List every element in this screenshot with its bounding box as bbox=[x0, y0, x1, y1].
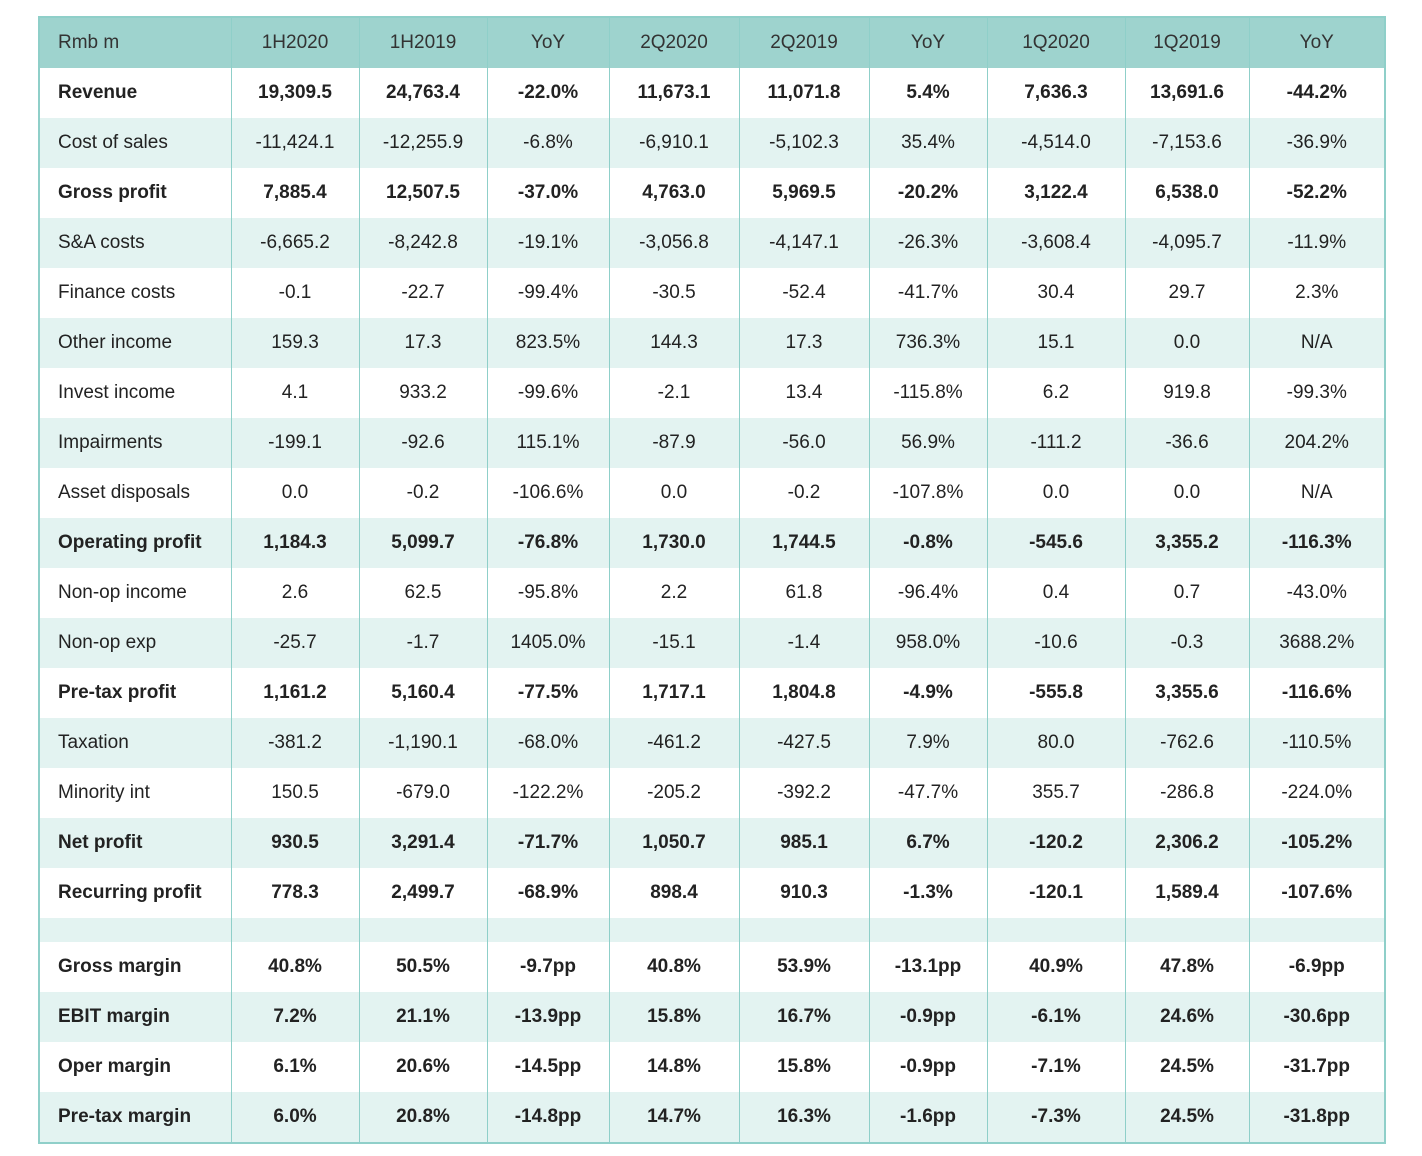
table-cell: 15.8% bbox=[739, 1042, 869, 1092]
table-cell: 5,099.7 bbox=[359, 518, 487, 568]
table-cell: 159.3 bbox=[231, 318, 359, 368]
row-label: Revenue bbox=[39, 68, 231, 118]
table-cell: 14.7% bbox=[609, 1092, 739, 1143]
table-cell: 13.4 bbox=[739, 368, 869, 418]
table-cell: 15.8% bbox=[609, 992, 739, 1042]
table-cell: 2.3% bbox=[1249, 268, 1385, 318]
table-row bbox=[39, 868, 1385, 918]
table-cell: 0.0 bbox=[987, 468, 1125, 518]
table-cell: 7,636.3 bbox=[987, 68, 1125, 118]
row-label: Invest income bbox=[39, 368, 231, 418]
header-2q2020: 2Q2020 bbox=[609, 17, 739, 68]
table-cell: 0.4 bbox=[987, 568, 1125, 618]
table-cell: -10.6 bbox=[987, 618, 1125, 668]
table-cell bbox=[869, 918, 987, 942]
table-cell: -427.5 bbox=[739, 718, 869, 768]
table-cell: -115.8% bbox=[869, 368, 987, 418]
table-row bbox=[39, 68, 1385, 118]
table-cell: 7.2% bbox=[231, 992, 359, 1042]
row-label: Asset disposals bbox=[39, 468, 231, 518]
table-cell: -3,608.4 bbox=[987, 218, 1125, 268]
table-cell: 115.1% bbox=[487, 418, 609, 468]
table-cell: -68.0% bbox=[487, 718, 609, 768]
table-cell: -30.5 bbox=[609, 268, 739, 318]
table-cell: 6,538.0 bbox=[1125, 168, 1249, 218]
table-cell: -36.6 bbox=[1125, 418, 1249, 468]
table-cell: 823.5% bbox=[487, 318, 609, 368]
table-cell: 985.1 bbox=[739, 818, 869, 868]
row-label: Recurring profit bbox=[39, 868, 231, 918]
row-label: Cost of sales bbox=[39, 118, 231, 168]
table-cell: 930.5 bbox=[231, 818, 359, 868]
table-cell: 13,691.6 bbox=[1125, 68, 1249, 118]
table-cell: 11,673.1 bbox=[609, 68, 739, 118]
table-cell: 56.9% bbox=[869, 418, 987, 468]
table-cell: 355.7 bbox=[987, 768, 1125, 818]
table-cell: 80.0 bbox=[987, 718, 1125, 768]
table-cell: 6.1% bbox=[231, 1042, 359, 1092]
table-cell: -20.2% bbox=[869, 168, 987, 218]
table-cell: 2.2 bbox=[609, 568, 739, 618]
table-cell: 1,730.0 bbox=[609, 518, 739, 568]
table-cell: -555.8 bbox=[987, 668, 1125, 718]
header-1q2020: 1Q2020 bbox=[987, 17, 1125, 68]
table-cell: 1,184.3 bbox=[231, 518, 359, 568]
table-cell: -12,255.9 bbox=[359, 118, 487, 168]
table-cell: 21.1% bbox=[359, 992, 487, 1042]
table-cell: -0.8% bbox=[869, 518, 987, 568]
table-cell: -0.9pp bbox=[869, 1042, 987, 1092]
table-cell: 40.8% bbox=[231, 942, 359, 992]
table-cell: -77.5% bbox=[487, 668, 609, 718]
table-cell: 3688.2% bbox=[1249, 618, 1385, 668]
table-cell: 0.0 bbox=[1125, 318, 1249, 368]
table-cell: 1,717.1 bbox=[609, 668, 739, 718]
table-cell: 204.2% bbox=[1249, 418, 1385, 468]
table-cell: -52.2% bbox=[1249, 168, 1385, 218]
table-cell: 61.8 bbox=[739, 568, 869, 618]
table-cell: 3,291.4 bbox=[359, 818, 487, 868]
spacer-row bbox=[39, 918, 1385, 942]
table-row bbox=[39, 718, 1385, 768]
table-cell: -120.1 bbox=[987, 868, 1125, 918]
row-label: Gross margin bbox=[39, 942, 231, 992]
table-cell: -4,095.7 bbox=[1125, 218, 1249, 268]
table-row bbox=[39, 1042, 1385, 1092]
table-cell: 3,355.6 bbox=[1125, 668, 1249, 718]
table-cell: 24.6% bbox=[1125, 992, 1249, 1042]
table-cell: 144.3 bbox=[609, 318, 739, 368]
table-row bbox=[39, 992, 1385, 1042]
row-label: Non-op exp bbox=[39, 618, 231, 668]
table-cell: 933.2 bbox=[359, 368, 487, 418]
row-label bbox=[39, 918, 231, 942]
table-body bbox=[39, 68, 1385, 1143]
table-row bbox=[39, 168, 1385, 218]
table-row bbox=[39, 518, 1385, 568]
table-cell: 20.8% bbox=[359, 1092, 487, 1143]
table-cell: 16.3% bbox=[739, 1092, 869, 1143]
table-row bbox=[39, 942, 1385, 992]
table-row bbox=[39, 368, 1385, 418]
table-cell: -11.9% bbox=[1249, 218, 1385, 268]
table-row bbox=[39, 468, 1385, 518]
table-cell: -122.2% bbox=[487, 768, 609, 818]
table-cell bbox=[609, 918, 739, 942]
table-cell: 1,744.5 bbox=[739, 518, 869, 568]
table-cell: 14.8% bbox=[609, 1042, 739, 1092]
table-cell: -381.2 bbox=[231, 718, 359, 768]
table-cell: -26.3% bbox=[869, 218, 987, 268]
table-cell: 53.9% bbox=[739, 942, 869, 992]
table-cell: -87.9 bbox=[609, 418, 739, 468]
table-cell: 150.5 bbox=[231, 768, 359, 818]
table-cell: -106.6% bbox=[487, 468, 609, 518]
table-cell: -43.0% bbox=[1249, 568, 1385, 618]
table-cell: -4.9% bbox=[869, 668, 987, 718]
table-cell: 6.2 bbox=[987, 368, 1125, 418]
table-cell: -37.0% bbox=[487, 168, 609, 218]
table-cell: -7,153.6 bbox=[1125, 118, 1249, 168]
row-label: S&A costs bbox=[39, 218, 231, 268]
table-cell: 40.9% bbox=[987, 942, 1125, 992]
table-cell: -205.2 bbox=[609, 768, 739, 818]
table-cell: -11,424.1 bbox=[231, 118, 359, 168]
row-label: Other income bbox=[39, 318, 231, 368]
table-row bbox=[39, 268, 1385, 318]
row-label: Net profit bbox=[39, 818, 231, 868]
table-cell: -25.7 bbox=[231, 618, 359, 668]
table-cell: -8,242.8 bbox=[359, 218, 487, 268]
table-cell bbox=[487, 918, 609, 942]
table-cell: 0.0 bbox=[609, 468, 739, 518]
financial-table-container bbox=[38, 16, 1384, 1144]
table-cell: 4.1 bbox=[231, 368, 359, 418]
table-cell: -15.1 bbox=[609, 618, 739, 668]
table-cell: 50.5% bbox=[359, 942, 487, 992]
table-row bbox=[39, 1092, 1385, 1143]
table-cell: -762.6 bbox=[1125, 718, 1249, 768]
table-cell: 24.5% bbox=[1125, 1042, 1249, 1092]
table-cell: -392.2 bbox=[739, 768, 869, 818]
row-label: Oper margin bbox=[39, 1042, 231, 1092]
table-row bbox=[39, 318, 1385, 368]
table-cell: -0.2 bbox=[739, 468, 869, 518]
table-cell: -111.2 bbox=[987, 418, 1125, 468]
table-cell: -107.8% bbox=[869, 468, 987, 518]
table-cell: 12,507.5 bbox=[359, 168, 487, 218]
row-label: Finance costs bbox=[39, 268, 231, 318]
table-cell bbox=[987, 918, 1125, 942]
table-cell: -4,147.1 bbox=[739, 218, 869, 268]
table-cell: 3,355.2 bbox=[1125, 518, 1249, 568]
table-cell: 17.3 bbox=[359, 318, 487, 368]
table-cell: -14.5pp bbox=[487, 1042, 609, 1092]
table-cell: -13.1pp bbox=[869, 942, 987, 992]
table-cell: 1,161.2 bbox=[231, 668, 359, 718]
table-row bbox=[39, 568, 1385, 618]
row-label: Minority int bbox=[39, 768, 231, 818]
table-cell: -99.4% bbox=[487, 268, 609, 318]
table-cell: -545.6 bbox=[987, 518, 1125, 568]
table-cell: -6.9pp bbox=[1249, 942, 1385, 992]
table-cell: -56.0 bbox=[739, 418, 869, 468]
row-label: Pre-tax profit bbox=[39, 668, 231, 718]
table-cell: 15.1 bbox=[987, 318, 1125, 368]
header-1h2020: 1H2020 bbox=[231, 17, 359, 68]
row-label: Impairments bbox=[39, 418, 231, 468]
table-cell: 3,122.4 bbox=[987, 168, 1125, 218]
table-cell: 17.3 bbox=[739, 318, 869, 368]
table-cell: -30.6pp bbox=[1249, 992, 1385, 1042]
table-cell: -36.9% bbox=[1249, 118, 1385, 168]
table-cell: 910.3 bbox=[739, 868, 869, 918]
table-cell: -99.6% bbox=[487, 368, 609, 418]
table-cell: 958.0% bbox=[869, 618, 987, 668]
table-cell: 919.8 bbox=[1125, 368, 1249, 418]
table-cell: -31.8pp bbox=[1249, 1092, 1385, 1143]
header-row bbox=[39, 17, 1385, 68]
table-cell: -7.3% bbox=[987, 1092, 1125, 1143]
table-cell: 0.0 bbox=[231, 468, 359, 518]
row-label: Gross profit bbox=[39, 168, 231, 218]
table-cell: -68.9% bbox=[487, 868, 609, 918]
table-cell: -76.8% bbox=[487, 518, 609, 568]
header-2q2019: 2Q2019 bbox=[739, 17, 869, 68]
row-label: EBIT margin bbox=[39, 992, 231, 1042]
header-1q2019: 1Q2019 bbox=[1125, 17, 1249, 68]
table-cell: -3,056.8 bbox=[609, 218, 739, 268]
table-row bbox=[39, 418, 1385, 468]
table-cell: -31.7pp bbox=[1249, 1042, 1385, 1092]
table-cell: -52.4 bbox=[739, 268, 869, 318]
table-cell: -99.3% bbox=[1249, 368, 1385, 418]
table-row bbox=[39, 118, 1385, 168]
table-cell: -1.7 bbox=[359, 618, 487, 668]
table-cell: -22.0% bbox=[487, 68, 609, 118]
table-cell: 11,071.8 bbox=[739, 68, 869, 118]
table-row bbox=[39, 668, 1385, 718]
table-cell: 29.7 bbox=[1125, 268, 1249, 318]
table-cell: 1405.0% bbox=[487, 618, 609, 668]
table-cell: -1.4 bbox=[739, 618, 869, 668]
table-cell: -0.9pp bbox=[869, 992, 987, 1042]
table-cell: N/A bbox=[1249, 318, 1385, 368]
table-cell bbox=[359, 918, 487, 942]
table-cell: N/A bbox=[1249, 468, 1385, 518]
table-cell: 30.4 bbox=[987, 268, 1125, 318]
table-cell: 40.8% bbox=[609, 942, 739, 992]
table-cell: 1,050.7 bbox=[609, 818, 739, 868]
table-cell: -116.6% bbox=[1249, 668, 1385, 718]
table-cell: 16.7% bbox=[739, 992, 869, 1042]
table-cell: -2.1 bbox=[609, 368, 739, 418]
table-cell: -47.7% bbox=[869, 768, 987, 818]
table-cell: 2.6 bbox=[231, 568, 359, 618]
table-cell: -9.7pp bbox=[487, 942, 609, 992]
table-cell: 20.6% bbox=[359, 1042, 487, 1092]
table-cell: 24.5% bbox=[1125, 1092, 1249, 1143]
table-cell: 7.9% bbox=[869, 718, 987, 768]
table-cell: 24,763.4 bbox=[359, 68, 487, 118]
table-row bbox=[39, 618, 1385, 668]
table-cell: -44.2% bbox=[1249, 68, 1385, 118]
table-cell: 19,309.5 bbox=[231, 68, 359, 118]
table-cell: -224.0% bbox=[1249, 768, 1385, 818]
table-cell: 2,499.7 bbox=[359, 868, 487, 918]
header-label-col: Rmb m bbox=[39, 17, 231, 68]
table-cell: -120.2 bbox=[987, 818, 1125, 868]
table-cell: -4,514.0 bbox=[987, 118, 1125, 168]
table-cell: 6.0% bbox=[231, 1092, 359, 1143]
table-cell: 5.4% bbox=[869, 68, 987, 118]
table-cell: 1,804.8 bbox=[739, 668, 869, 718]
table-cell: -71.7% bbox=[487, 818, 609, 868]
table-cell: 898.4 bbox=[609, 868, 739, 918]
table-row bbox=[39, 768, 1385, 818]
table-cell bbox=[1249, 918, 1385, 942]
header-1h2019: 1H2019 bbox=[359, 17, 487, 68]
table-cell: 5,160.4 bbox=[359, 668, 487, 718]
table-cell: -22.7 bbox=[359, 268, 487, 318]
table-cell bbox=[1125, 918, 1249, 942]
table-cell: 778.3 bbox=[231, 868, 359, 918]
table-cell: -14.8pp bbox=[487, 1092, 609, 1143]
table-cell: 0.7 bbox=[1125, 568, 1249, 618]
header-yoy-1q: YoY bbox=[1249, 17, 1385, 68]
table-cell: 47.8% bbox=[1125, 942, 1249, 992]
table-cell: -110.5% bbox=[1249, 718, 1385, 768]
table-cell: 0.0 bbox=[1125, 468, 1249, 518]
table-cell: -6,665.2 bbox=[231, 218, 359, 268]
table-cell: -199.1 bbox=[231, 418, 359, 468]
table-cell: -6,910.1 bbox=[609, 118, 739, 168]
table-cell: 5,969.5 bbox=[739, 168, 869, 218]
table-cell: 62.5 bbox=[359, 568, 487, 618]
table-cell: -116.3% bbox=[1249, 518, 1385, 568]
table-row bbox=[39, 218, 1385, 268]
table-cell: -5,102.3 bbox=[739, 118, 869, 168]
row-label: Taxation bbox=[39, 718, 231, 768]
row-label: Non-op income bbox=[39, 568, 231, 618]
table-cell: -19.1% bbox=[487, 218, 609, 268]
table-cell: 736.3% bbox=[869, 318, 987, 368]
table-cell: -105.2% bbox=[1249, 818, 1385, 868]
table-cell: -41.7% bbox=[869, 268, 987, 318]
table-cell: 2,306.2 bbox=[1125, 818, 1249, 868]
table-cell: -461.2 bbox=[609, 718, 739, 768]
table-cell: -1,190.1 bbox=[359, 718, 487, 768]
table-cell: -13.9pp bbox=[487, 992, 609, 1042]
table-cell: -1.6pp bbox=[869, 1092, 987, 1143]
table-cell bbox=[739, 918, 869, 942]
table-cell: -0.3 bbox=[1125, 618, 1249, 668]
table-cell: -92.6 bbox=[359, 418, 487, 468]
table-cell: -6.8% bbox=[487, 118, 609, 168]
row-label: Pre-tax margin bbox=[39, 1092, 231, 1143]
table-cell bbox=[231, 918, 359, 942]
table-cell: 7,885.4 bbox=[231, 168, 359, 218]
table-cell: -1.3% bbox=[869, 868, 987, 918]
table-cell: 1,589.4 bbox=[1125, 868, 1249, 918]
header-yoy-1h: YoY bbox=[487, 17, 609, 68]
table-cell: -0.2 bbox=[359, 468, 487, 518]
table-cell: -286.8 bbox=[1125, 768, 1249, 818]
table-cell: -0.1 bbox=[231, 268, 359, 318]
table-cell: 4,763.0 bbox=[609, 168, 739, 218]
table-cell: -95.8% bbox=[487, 568, 609, 618]
financial-table bbox=[38, 16, 1386, 1144]
header-yoy-2q: YoY bbox=[869, 17, 987, 68]
table-row bbox=[39, 818, 1385, 868]
table-cell: -107.6% bbox=[1249, 868, 1385, 918]
row-label: Operating profit bbox=[39, 518, 231, 568]
table-cell: -6.1% bbox=[987, 992, 1125, 1042]
table-cell: 6.7% bbox=[869, 818, 987, 868]
table-cell: -96.4% bbox=[869, 568, 987, 618]
table-cell: 35.4% bbox=[869, 118, 987, 168]
table-cell: -7.1% bbox=[987, 1042, 1125, 1092]
table-cell: -679.0 bbox=[359, 768, 487, 818]
